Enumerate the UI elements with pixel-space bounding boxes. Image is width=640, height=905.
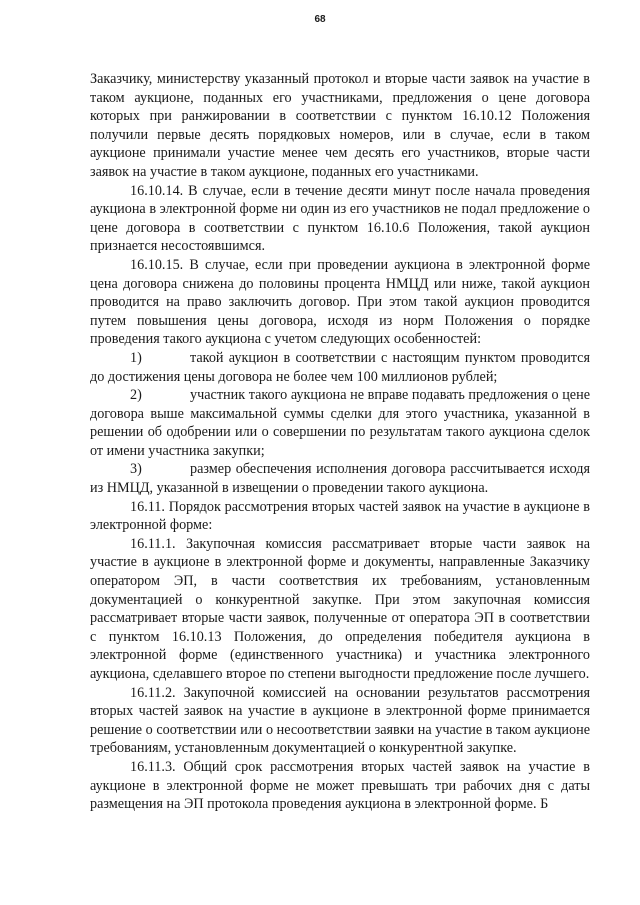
list-item-2 [90,386,590,460]
paragraph-16-11: 16.11. Порядок рассмотрения вторых частей заявок на участие в аукционе в электронной форме: [90,498,590,534]
paragraph-16-11-2: 16.11.2. Закупочной комиссией на основании результатов рассмотрения вторых частей заявок на участие в аукционе в электронной форме принимается решение о соответствии или о несоответствии заявки на участие в таком аукционе требованиям, установленным документацией о конкурентной закупке. [90,684,590,757]
list-item-3 [90,460,590,497]
list-item-1 [90,349,590,386]
page-number: 68 [314,14,326,25]
list-text: размер обеспечения исполнения договора рассчитывается исходя из НМЦД, указанной в извещении о проведении такого аукциона. [90,461,590,497]
list-number: 2) [130,387,142,404]
paragraph-16-11-1: 16.11.1. Закупочная комиссия рассматривает вторые части заявок на участие в аукционе в электронной форме и документы, направленные Заказчику оператором ЭП, в части соответствия их требованиям, установленным документацией о конкурентной закупке. При этом закупочная комиссия рассматривает вторые части заявок, полученные от оператора ЭП в соответствии с пунктом 16.10.13 Положения, до определения победителя аукциона в электронной форме (единственного участника) и участника электронного аукциона, сделавшего второе по степени выгодности предложение после лучшего. [90,535,590,682]
list-text: участник такого аукциона не вправе подавать предложения о цене договора выше максимальной суммы сделки для этого участника, указанной в решении об одобрении или о совершении по результатам такого аукциона сделок от имени участника закупки; [90,387,590,459]
paragraph-16-10-15: 16.10.15. В случае, если при проведении аукциона в электронной форме цена договора снижена до половины процента НМЦД или ниже, такой аукцион проводится на право заключить договор. При этом такой аукцион проводится путем повышения цены договора, исходя из норм Положения о порядке проведения такого аукциона с учетом следующих особенностей: [90,256,590,348]
list-text: такой аукцион в соответствии с настоящим пунктом проводится до достижения цены договора не более чем 100 миллионов рублей; [90,349,590,385]
list-number: 3) [130,461,142,478]
list-number: 1) [130,349,142,366]
paragraph-16-10-14: 16.10.14. В случае, если в течение десяти минут после начала проведения аукциона в электронной форме ни один из его участников не подал предложение о цене договора в соответствии с пунктом 16.10.6 Положения, такой аукцион признается несостоявшимся. [90,182,590,255]
document-body [90,70,590,814]
paragraph-16-11-3: 16.11.3. Общий срок рассмотрения вторых частей заявок на участие в аукционе в электронной форме не может превышать три рабочих дня с даты размещения на ЭП протокола проведения аукциона в электронной форме. Б [90,758,590,813]
paragraph-continuation: Заказчику, министерству указанный протокол и вторые части заявок на участие в таком аукционе, поданных его участниками, предложения о цене договора которых при ранжировании в соответствии с пунктом 16.10.12 Положения получили первые десять порядковых номеров, или в случае, если в таком аукционе принимали участие менее чем десять его участников, вторые части заявок на участие в таком аукционе, поданных его участниками. [90,71,590,180]
